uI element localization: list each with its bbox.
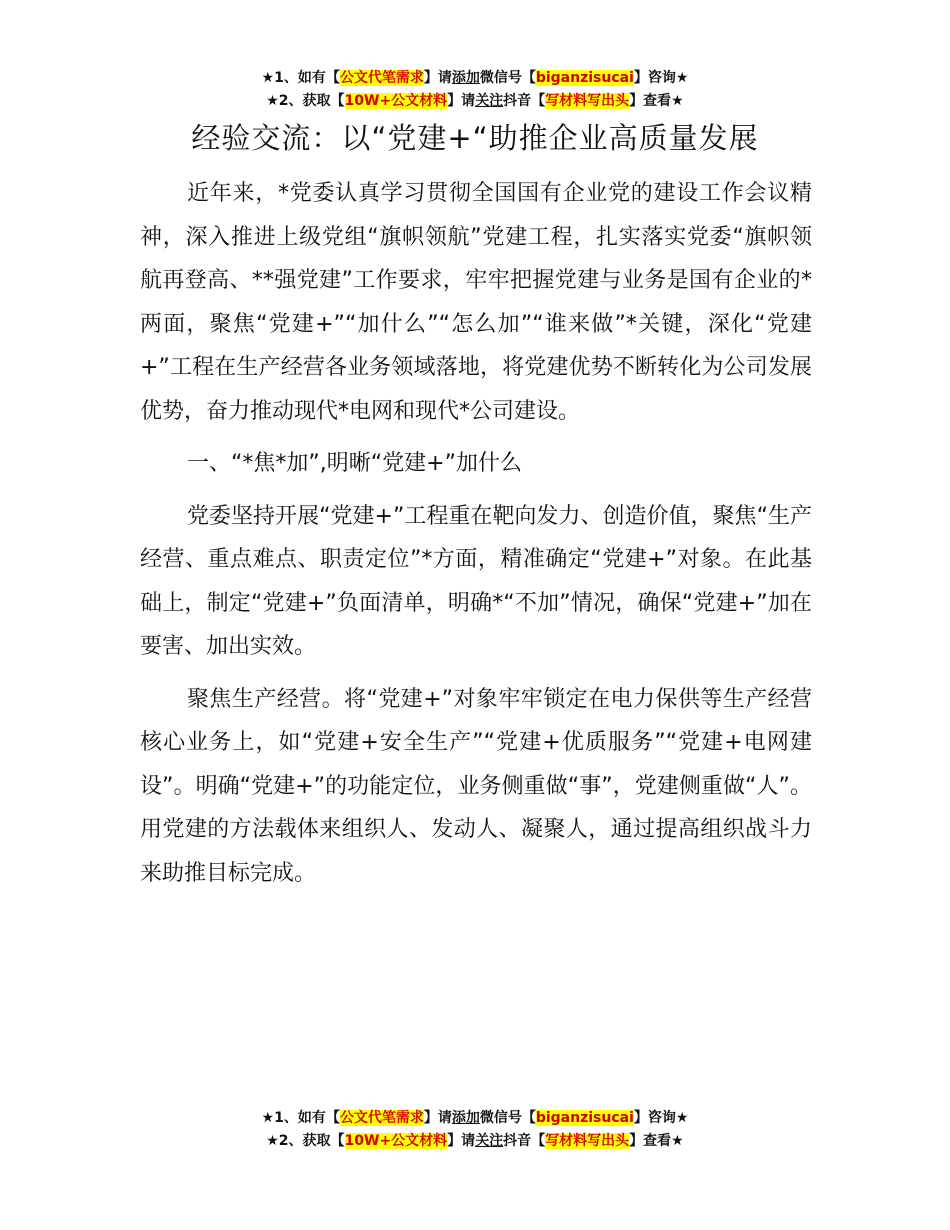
header-promo <box>0 67 950 113</box>
footer-promo <box>0 1107 950 1153</box>
promo-underline: 关注 <box>475 1133 504 1149</box>
promo-line-2 <box>0 1130 950 1153</box>
promo-text: 抖音【 <box>503 1133 546 1149</box>
promo-highlight: 公文代笔需求 <box>339 1110 424 1126</box>
promo-douyin-id: 写材料写出头 <box>545 1133 630 1149</box>
promo-text: 】查看★ <box>629 1133 684 1149</box>
promo-text: ★2、获取【 <box>266 1133 345 1149</box>
promo-underline: 添加 <box>451 70 480 86</box>
promo-underline: 关注 <box>475 93 504 109</box>
promo-highlight: 10W+公文材料 <box>344 1133 448 1149</box>
promo-line-1 <box>0 1107 950 1130</box>
promo-text: 】咨询★ <box>633 70 689 86</box>
promo-wechat-id: biganzisucai <box>535 1110 634 1126</box>
promo-text: 】咨询★ <box>633 1110 689 1126</box>
paragraph-production: 聚焦生产经营。将“党建+”对象牢牢锁定在电力保供等生产经营核心业务上，如“党建+安全生产”“党建+优质服务”“党建+电网建设”。明确“党建+”的功能定位，业务侧重做“事”，党建侧重做“人”。用党建的方法载体来组织人、发动人、凝聚人，通过提高组织战斗力来助推目标完成。 <box>140 686 812 886</box>
promo-highlight: 10W+公文材料 <box>344 93 448 109</box>
document-body <box>140 172 812 904</box>
promo-underline: 添加 <box>451 1110 480 1126</box>
promo-line-2 <box>0 90 950 113</box>
section-heading: 一、“*焦*加”,明晰“党建+”加什么 <box>187 451 523 476</box>
promo-wechat-id: biganzisucai <box>535 70 634 86</box>
promo-text: 】查看★ <box>629 93 684 109</box>
promo-text: 】请 <box>423 70 452 86</box>
promo-text: ★1、如有【 <box>261 70 340 86</box>
document-title: 经验交流：以“党建+“助推企业高质量发展 <box>191 121 759 155</box>
promo-text: 微信号【 <box>479 1110 536 1126</box>
promo-line-1 <box>0 67 950 90</box>
promo-text: 】请 <box>447 93 476 109</box>
promo-text: 微信号【 <box>479 70 536 86</box>
promo-text: 】请 <box>423 1110 452 1126</box>
paragraph-section-1: 党委坚持开展“党建+”工程重在靶向发力、创造价值，聚焦“生产经营、重点难点、职责定位”*方面，精准确定“党建+”对象。在此基础上，制定“党建+”负面清单，明确*“不加”情况，确保“党建+”加在要害、加出实效。 <box>140 503 812 659</box>
promo-text: ★2、获取【 <box>266 93 345 109</box>
promo-text: ★1、如有【 <box>261 1110 340 1126</box>
promo-highlight: 公文代笔需求 <box>339 70 424 86</box>
promo-text: 】请 <box>447 1133 476 1149</box>
promo-text: 抖音【 <box>503 93 546 109</box>
paragraph-intro: 近年来，*党委认真学习贯彻全国国有企业党的建设工作会议精神，深入推进上级党组“旗帜领航”党建工程，扎实落实党委“旗帜领航再登高、**强党建”工作要求，牢牢把握党建与业务是国有企业的*两面，聚焦“党建+”“加什么”“怎么加”“谁来做”*关键，深化“党建+”工程在生产经营各业务领域落地，将党建优势不断转化为公司发展优势，奋力推动现代*电网和现代*公司建设。 <box>140 181 812 424</box>
promo-douyin-id: 写材料写出头 <box>545 93 630 109</box>
